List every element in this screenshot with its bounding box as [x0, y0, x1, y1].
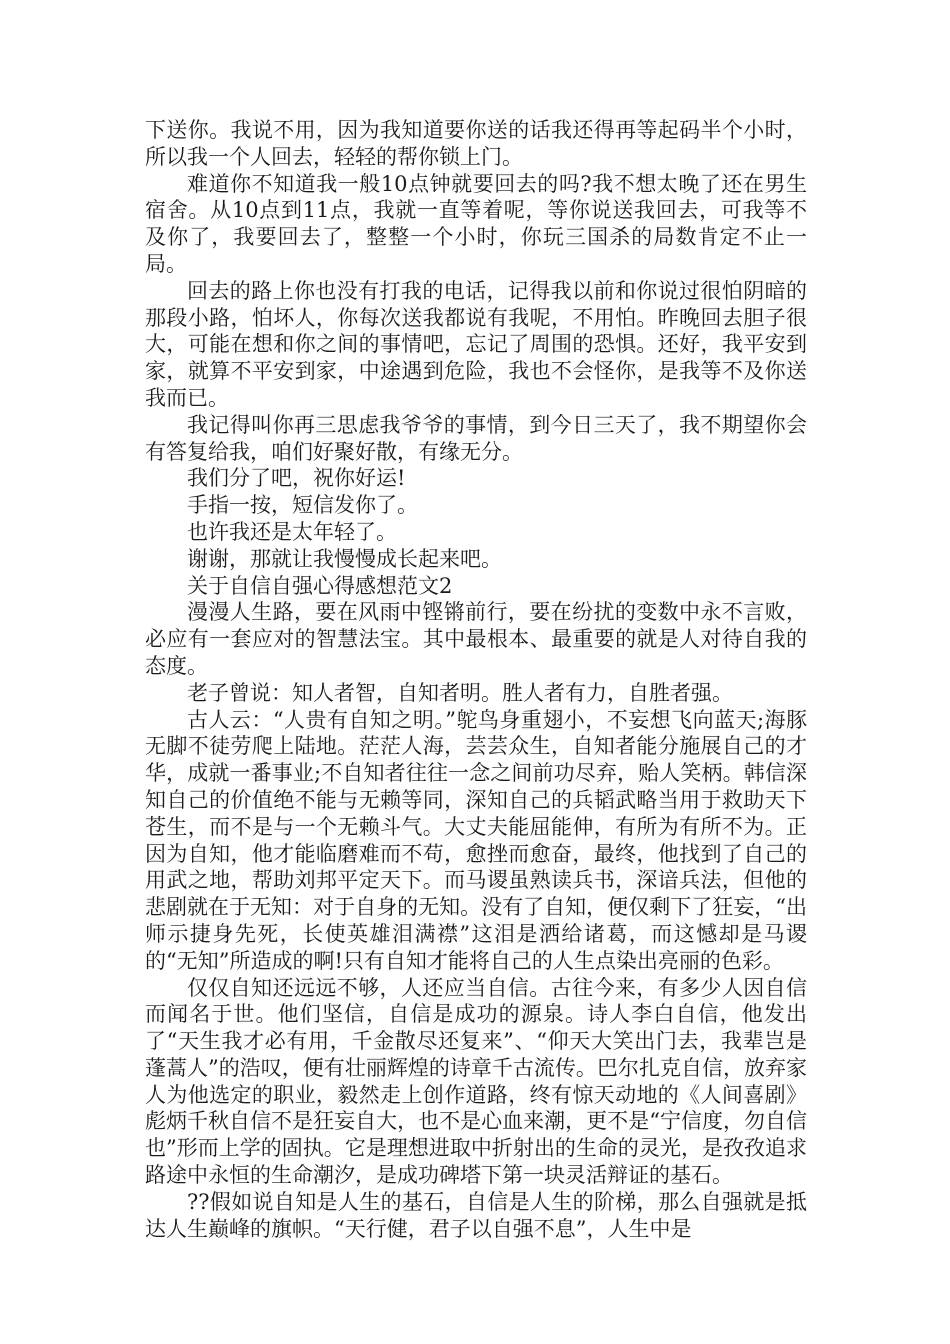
- paragraph-14: ??假如说自知是人生的基石，自信是人生的阶梯，那么自强就是抵达人生巅峰的旗帜。“天行健，君子以自强不息”，人生中是: [145, 1189, 807, 1241]
- paragraph-11: 老子曾说：知人者智，自知者明。胜人者有力，自胜者强。: [187, 680, 733, 705]
- paragraph-2: 难道你不知道我一般10点钟就要回去的吗?我不想太晚了还在男生宿舍。从10点到11点，我就一直等着呢，等你说送我回去，可我等不及你了，我要回去了，整整一个小时，你玩三国杀的局数肯定不止一局。: [145, 171, 807, 276]
- paragraph-7: 也许我还是太年轻了。: [187, 519, 397, 544]
- section-heading: 关于自信自强心得感想范文2: [187, 573, 453, 598]
- paragraph-10: 漫漫人生路，要在风雨中铿锵前行，要在纷扰的变数中永不言败，必应有一套应对的智慧法宝。其中最根本、最重要的就是人对待自我的态度。: [145, 600, 807, 678]
- paragraph-1: 下送你。我说不用，因为我知道要你送的话我还得再等起码半个小时，所以我一个人回去，轻轻的帮你锁上门。: [145, 118, 807, 169]
- paragraph-5: 我们分了吧，祝你好运!: [187, 466, 406, 491]
- paragraph-3: 回去的路上你也没有打我的电话，记得我以前和你说过很怕阴暗的那段小路，怕坏人，你每次送我都说有我呢，不用怕。昨晚回去胆子很大，可能在想和你之间的事情吧，忘记了周围的恐惧。还好，我平安到家，就算不平安到家，中途遇到危险，我也不会怪你，是我等不及你送我而已。: [145, 278, 807, 410]
- document-body: [145, 117, 807, 1242]
- paragraph-8: 谢谢，那就让我慢慢成长起来吧。: [187, 546, 502, 571]
- paragraph-12: 古人云：“人贵有自知之明。”鸵鸟身重翅小，不妄想飞向蓝天;海豚无脚不徒劳爬上陆地。茫茫人海，芸芸众生，自知者能分施展自己的才华，成就一番事业;不自知者往往一念之间前功尽弃，贻人笑柄。韩信深知自己的价值绝不能与无赖等同，深知自己的兵韬武略当用于救助天下苍生，而不是与一个无赖斗气。大丈夫能屈能伸，有所为有所不为。正因为自知，他才能临磨难而不苟，愈挫而愈奋，最终，他找到了自己的用武之地，帮助刘邦平定天下。而马谡虽熟读兵书，深谙兵法，但他的悲剧就在于无知：对于自身的无知。没有了自知，便仅剩下了狂妄，“出师示捷身先死，长使英雄泪满襟”这泪是洒给诸葛，而这憾却是马谡的“无知”所造成的啊!只有自知才能将自己的人生点染出亮丽的色彩。: [145, 707, 807, 973]
- paragraph-13: 仅仅自知还远远不够，人还应当自信。古往今来，有多少人因自信而闻名于世。他们坚信，自信是成功的源泉。诗人李白自信，他发出了“天生我才必有用，千金散尽还复来”、“仰天大笑出门去，我辈岂是蓬蒿人”的浩叹，便有壮丽辉煌的诗章千古流传。巴尔扎克自信，放弃家人为他选定的职业，毅然走上创作道路，终有惊天动地的《人间喜剧》彪炳千秋自信不是狂妄自大，也不是心血来潮，更不是“宁信度，勿自信也”形而上学的固执。它是理想进取中折射出的生命的灵光，是孜孜追求路途中永恒的生命潮汐，是成功碑塔下第一块灵活辩证的基石。: [145, 975, 807, 1188]
- paragraph-4: 我记得叫你再三思虑我爷爷的事情，到今日三天了，我不期望你会有答复给我，咱们好聚好散，有缘无分。: [145, 412, 807, 464]
- paragraph-6: 手指一按，短信发你了。: [187, 493, 418, 518]
